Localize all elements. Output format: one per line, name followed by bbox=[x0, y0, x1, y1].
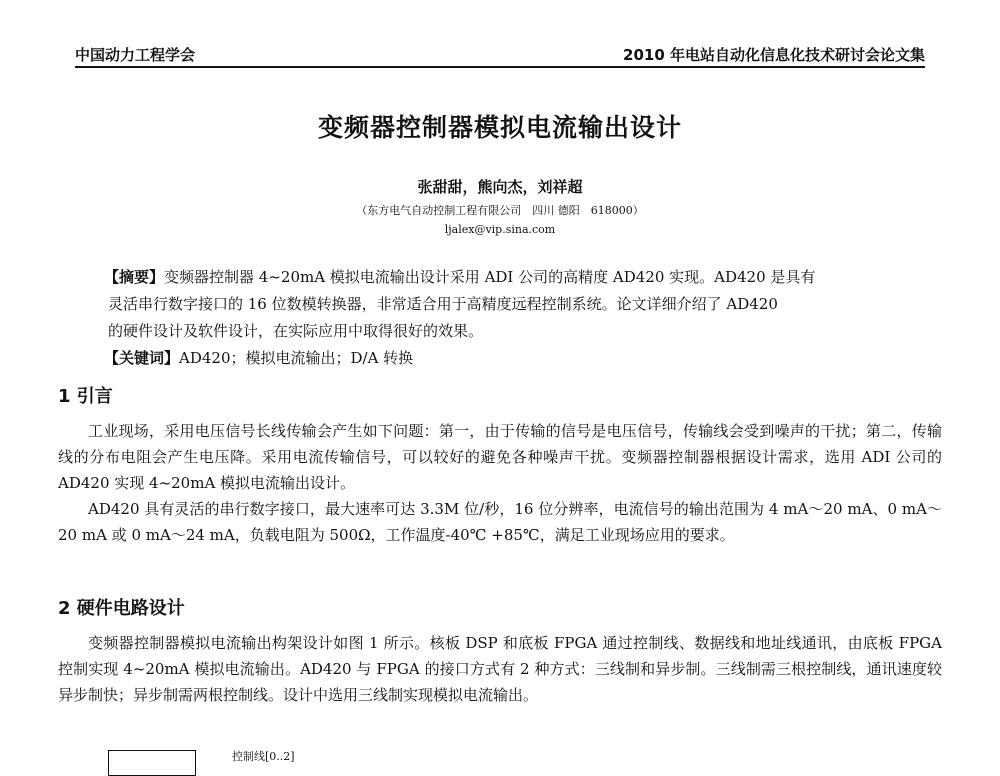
header-proceedings: 2010 年电站自动化信息化技术研讨会论文集 bbox=[623, 46, 925, 64]
abstract-line-2: 灵活串行数字接口的 16 位数模转换器，非常适合用于高精度远程控制系统。论文详细介绍了 AD420 bbox=[108, 295, 778, 313]
paragraph: AD420 具有灵活的串行数字接口，最大速率可达 3.3M 位/秒，16 位分辨率，电流信号的输出范围为 4 mA～20 mA、0 mA～20 mA 或 0 mA～24 mA，负载电阻为 500Ω，工作温度-40℃ +85℃，满足工业现场应用的要求。 bbox=[58, 500, 942, 544]
author-email: ljalex@vip.sina.com bbox=[444, 223, 556, 236]
abstract-line-3: 的硬件设计及软件设计，在实际应用中取得很好的效果。 bbox=[108, 322, 484, 340]
figure-1-block bbox=[108, 750, 196, 776]
paper-title: 变频器控制器模拟电流输出设计 bbox=[317, 113, 682, 142]
abstract-label: 【摘要】 bbox=[104, 268, 165, 286]
section-heading-hardware: 2 硬件电路设计 bbox=[58, 598, 185, 619]
abstract-line-1 bbox=[104, 264, 924, 291]
paragraph: 变频器控制器模拟电流输出构架设计如图 1 所示。核板 DSP 和底板 FPGA 通过控制线、数据线和地址线通讯，由底板 FPGA 控制实现 4~20mA 模拟电流输出。AD420 与 FPGA 的接口方式有 2 种方式：三线制和异步制。三线制需三根控制线，通讯速度较异步制快；异步制需两根控制线。设计中选用三线制实现模拟电流输出。 bbox=[58, 634, 942, 704]
keywords-line bbox=[104, 345, 924, 372]
abstract-block bbox=[104, 264, 924, 372]
paper-authors: 张甜甜，熊向杰，刘祥超 bbox=[417, 178, 583, 196]
section-body-intro bbox=[58, 418, 942, 548]
paper-affiliation: （东方电气自动控制工程有限公司 四川 德阳 618000） bbox=[356, 204, 644, 217]
keywords-text: AD420；模拟电流输出；D/A 转换 bbox=[179, 349, 414, 367]
running-header bbox=[75, 40, 925, 66]
section-heading-intro: 1 引言 bbox=[58, 386, 113, 407]
header-rule bbox=[75, 66, 925, 68]
abstract-text-1: 变频器控制器 4~20mA 模拟电流输出设计采用 ADI 公司的高精度 AD420 实现。AD420 是具有 bbox=[164, 268, 816, 286]
section-body-hardware bbox=[58, 630, 942, 708]
header-society: 中国动力工程学会 bbox=[75, 46, 196, 64]
paragraph: 工业现场，采用电压信号长线传输会产生如下问题：第一，由于传输的信号是电压信号，传输线会受到噪声的干扰；第二，传输线的分布电阻会产生电压降。采用电流传输信号，可以较好的避免各种噪声干扰。变频器控制器根据设计需求，选用 ADI 公司的 AD420 实现 4~20mA 模拟电流输出设计。 bbox=[58, 422, 942, 492]
figure-1-label: 控制线[0..2] bbox=[232, 750, 295, 763]
keywords-label: 【关键词】 bbox=[104, 349, 180, 367]
